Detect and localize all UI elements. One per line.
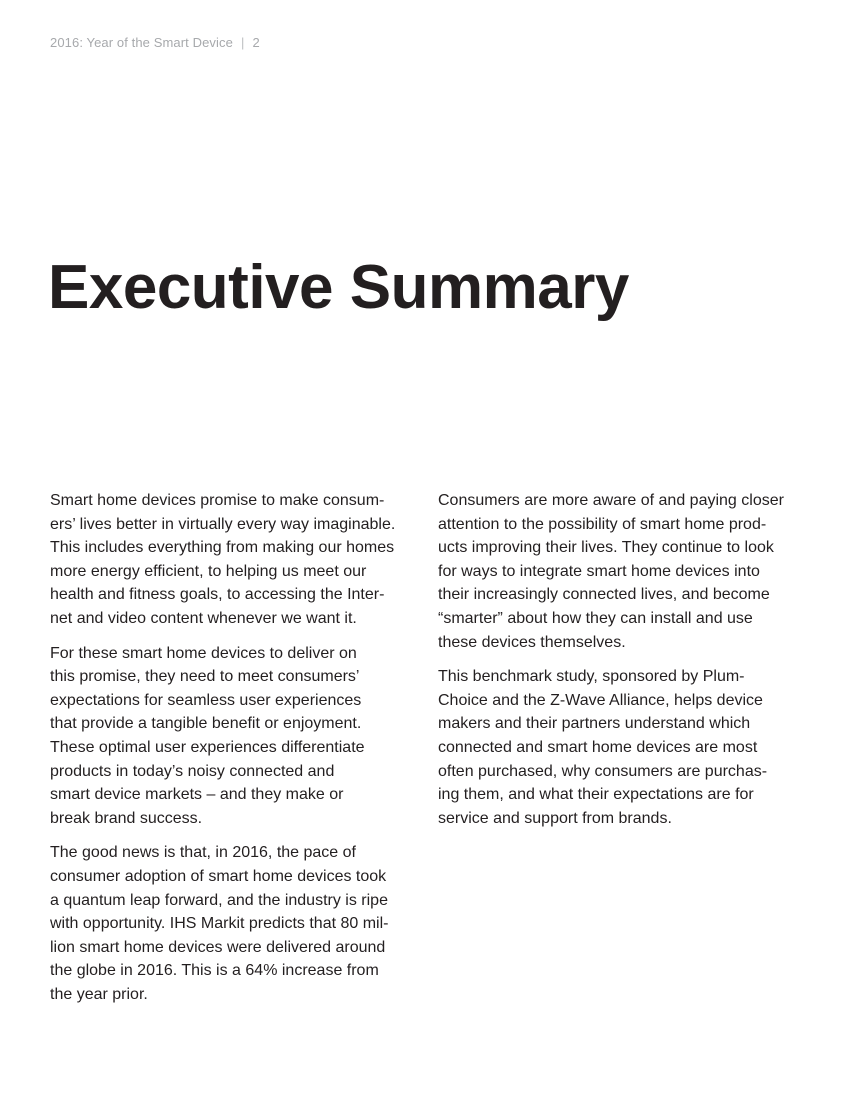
paragraph-line: net and video content whenever we want it. — [50, 609, 357, 627]
paragraph-line: Smart home devices promise to make consum- — [50, 492, 385, 509]
body-paragraph — [50, 642, 425, 831]
paragraph-line: consumer adoption of smart home devices took — [50, 867, 387, 885]
body-column-right — [438, 489, 810, 841]
paragraph-line: service and support from brands. — [438, 809, 672, 827]
paragraph-line: Consumers are more aware of and paying closer — [438, 492, 784, 509]
paragraph-line: ing them, and what their expectations are for — [438, 786, 754, 804]
paragraph-line: products in today’s noisy connected and — [50, 762, 335, 780]
paragraph-line: a quantum leap forward, and the industry is ripe — [50, 891, 388, 909]
paragraph-line: “smarter” about how they can install and use — [438, 609, 753, 627]
running-header — [50, 35, 260, 50]
running-header-title: 2016: Year of the Smart Device — [50, 35, 233, 50]
paragraph-line: ucts improving their lives. They continue to look — [438, 539, 774, 557]
paragraph-line: with opportunity. IHS Markit predicts that 80 mil- — [50, 915, 389, 933]
paragraph-line: For these smart home devices to deliver on — [50, 644, 357, 662]
paragraph-line: their increasingly connected lives, and become — [438, 586, 770, 604]
paragraph-line: for ways to integrate smart home devices into — [438, 562, 760, 580]
paragraph-line: makers and their partners understand which — [438, 715, 751, 733]
running-header-separator: | — [240, 35, 245, 50]
body-column-left — [50, 489, 425, 1017]
body-paragraph — [438, 489, 810, 654]
paragraph-line: often purchased, why consumers are purchas- — [438, 762, 768, 780]
paragraph-line: This benchmark study, sponsored by Plum- — [438, 668, 745, 686]
paragraph-line: attention to the possibility of smart home prod- — [438, 515, 767, 533]
paragraph-line: These optimal user experiences differentiate — [50, 738, 365, 756]
paragraph-line: break brand success. — [50, 809, 203, 827]
paragraph-line: smart device markets – and they make or — [50, 786, 344, 804]
body-paragraph — [438, 665, 810, 830]
paragraph-line: health and fitness goals, to accessing the Inter- — [50, 586, 385, 604]
paragraph-line: more energy efficient, to helping us meet our — [50, 562, 367, 580]
paragraph-line: lion smart home devices were delivered around — [50, 938, 386, 956]
paragraph-line: connected and smart home devices are most — [438, 738, 758, 756]
paragraph-line: Choice and the Z-Wave Alliance, helps device — [438, 691, 763, 709]
paragraph-line: the globe in 2016. This is a 64% increase from — [50, 962, 379, 980]
paragraph-line: the year prior. — [50, 985, 148, 1003]
paragraph-line: this promise, they need to meet consumers’ — [50, 668, 360, 686]
body-paragraph — [50, 841, 425, 1006]
paragraph-line: The good news is that, in 2016, the pace of — [50, 844, 356, 862]
paragraph-line: these devices themselves. — [438, 633, 626, 651]
paragraph-line: expectations for seamless user experiences — [50, 691, 362, 709]
paragraph-line: This includes everything from making our homes — [50, 539, 395, 557]
page-number: 2 — [252, 35, 260, 50]
body-paragraph — [50, 489, 425, 631]
paragraph-line: that provide a tangible benefit or enjoyment. — [50, 715, 362, 733]
page-title: Executive Summary — [48, 253, 629, 322]
paragraph-line: ers’ lives better in virtually every way imaginable. — [50, 515, 396, 533]
